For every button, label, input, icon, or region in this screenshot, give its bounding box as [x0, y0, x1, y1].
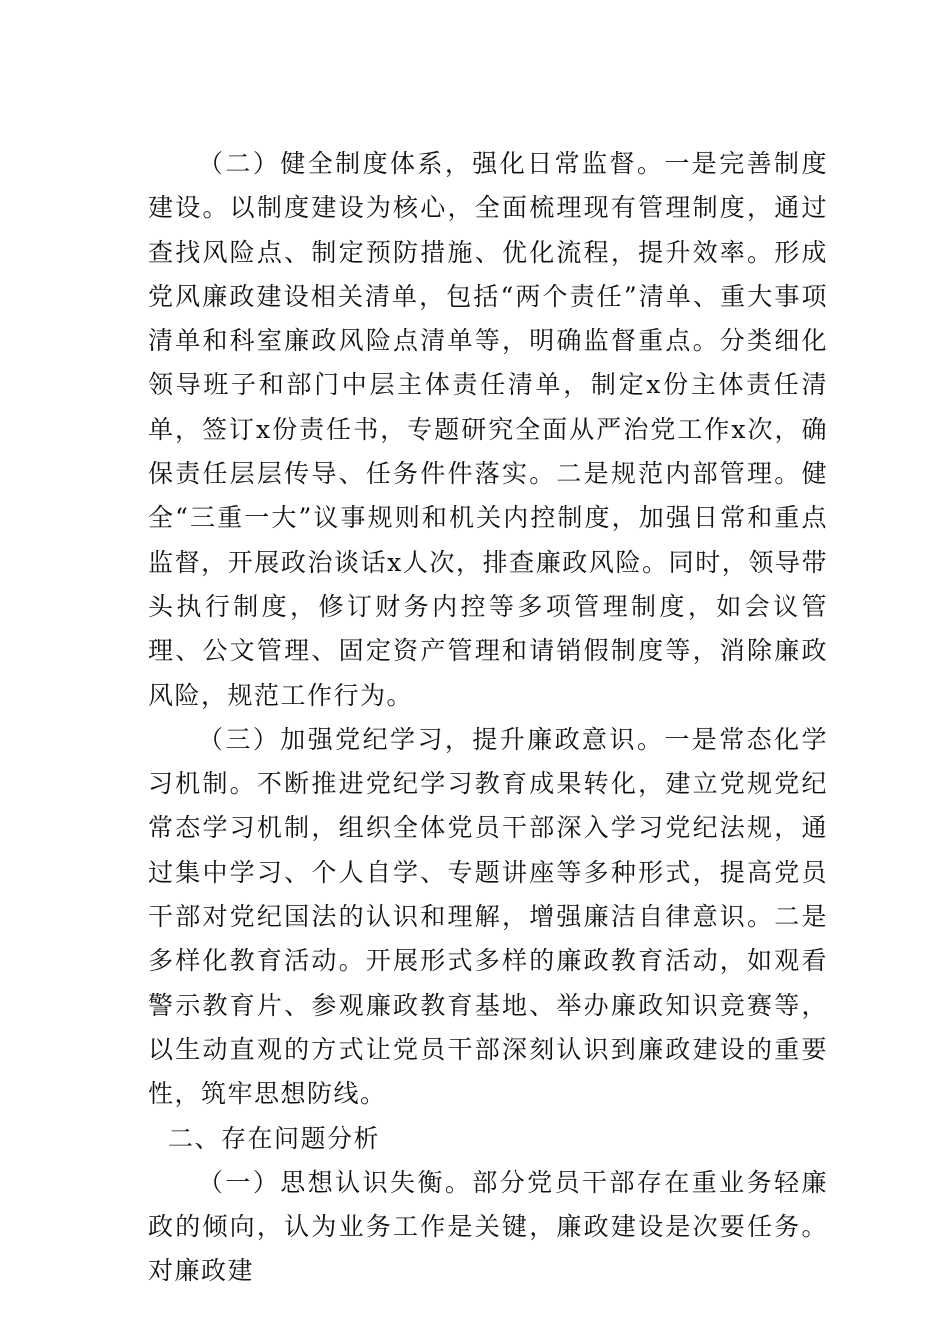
- paragraph-body: 一是完善制度建设。以制度建设为核心，全面梳理现有管理制度，通过查找风险点、制定预防措施、优化流程，提升效率。形成党风廉政建设相关清单，包括“两个责任”清单、重大事项清单和科室廉政风险点清单等，明确监督重点。分类细化领导班子和部门中层主体责任清单，制定x份主体责任清单，签订x份责任书，专题研究全面从严治党工作x次，确保责任层层传导、任务件件落实。二是规范内部管理。健全“三重一大”议事规则和机关内控制度，加强日常和重点监督，开展政治谈话x人次，排查廉政风险。同时，领导带头执行制度，修订财务内控等多项管理制度，如会议管理、公文管理、固定资产管理和请销假制度等，消除廉政风险，规范工作行为。: [148, 149, 828, 710]
- paragraph-lead: （一）思想认识失衡。: [198, 1167, 473, 1197]
- paragraph-body: 一是常态化学习机制。不断推进党纪学习教育成果转化，建立党规党纪常态学习机制，组织全体党员干部深入学习党纪法规，通过集中学习、个人自学、专题讲座等多种形式，提高党员干部对党纪国法的认识和理解，增强廉洁自律意识。二是多样化教育活动。开展形式多样的廉政教育活动，如观看警示教育片、参观廉政教育基地、举办廉政知识竞赛等，以生动直观的方式让党员干部深刻认识到廉政建设的重要性，筑牢思想防线。: [148, 724, 828, 1109]
- paragraph-discipline-study: [148, 718, 828, 1117]
- section-heading: 二、存在问题分析: [168, 1123, 381, 1153]
- paragraph-body: 部分党员干部存在重业务轻廉政的倾向，认为业务工作是关键，廉政建设是次要任务。对廉政建: [148, 1167, 828, 1286]
- paragraph-lead: （二）健全制度体系，强化日常监督。: [198, 149, 665, 178]
- paragraph-lead: （三）加强党纪学习，提升廉政意识。: [198, 724, 665, 754]
- paragraph-system-supervision: [148, 142, 828, 718]
- document-body: [148, 142, 828, 1294]
- paragraph-ideological-imbalance: [148, 1161, 828, 1294]
